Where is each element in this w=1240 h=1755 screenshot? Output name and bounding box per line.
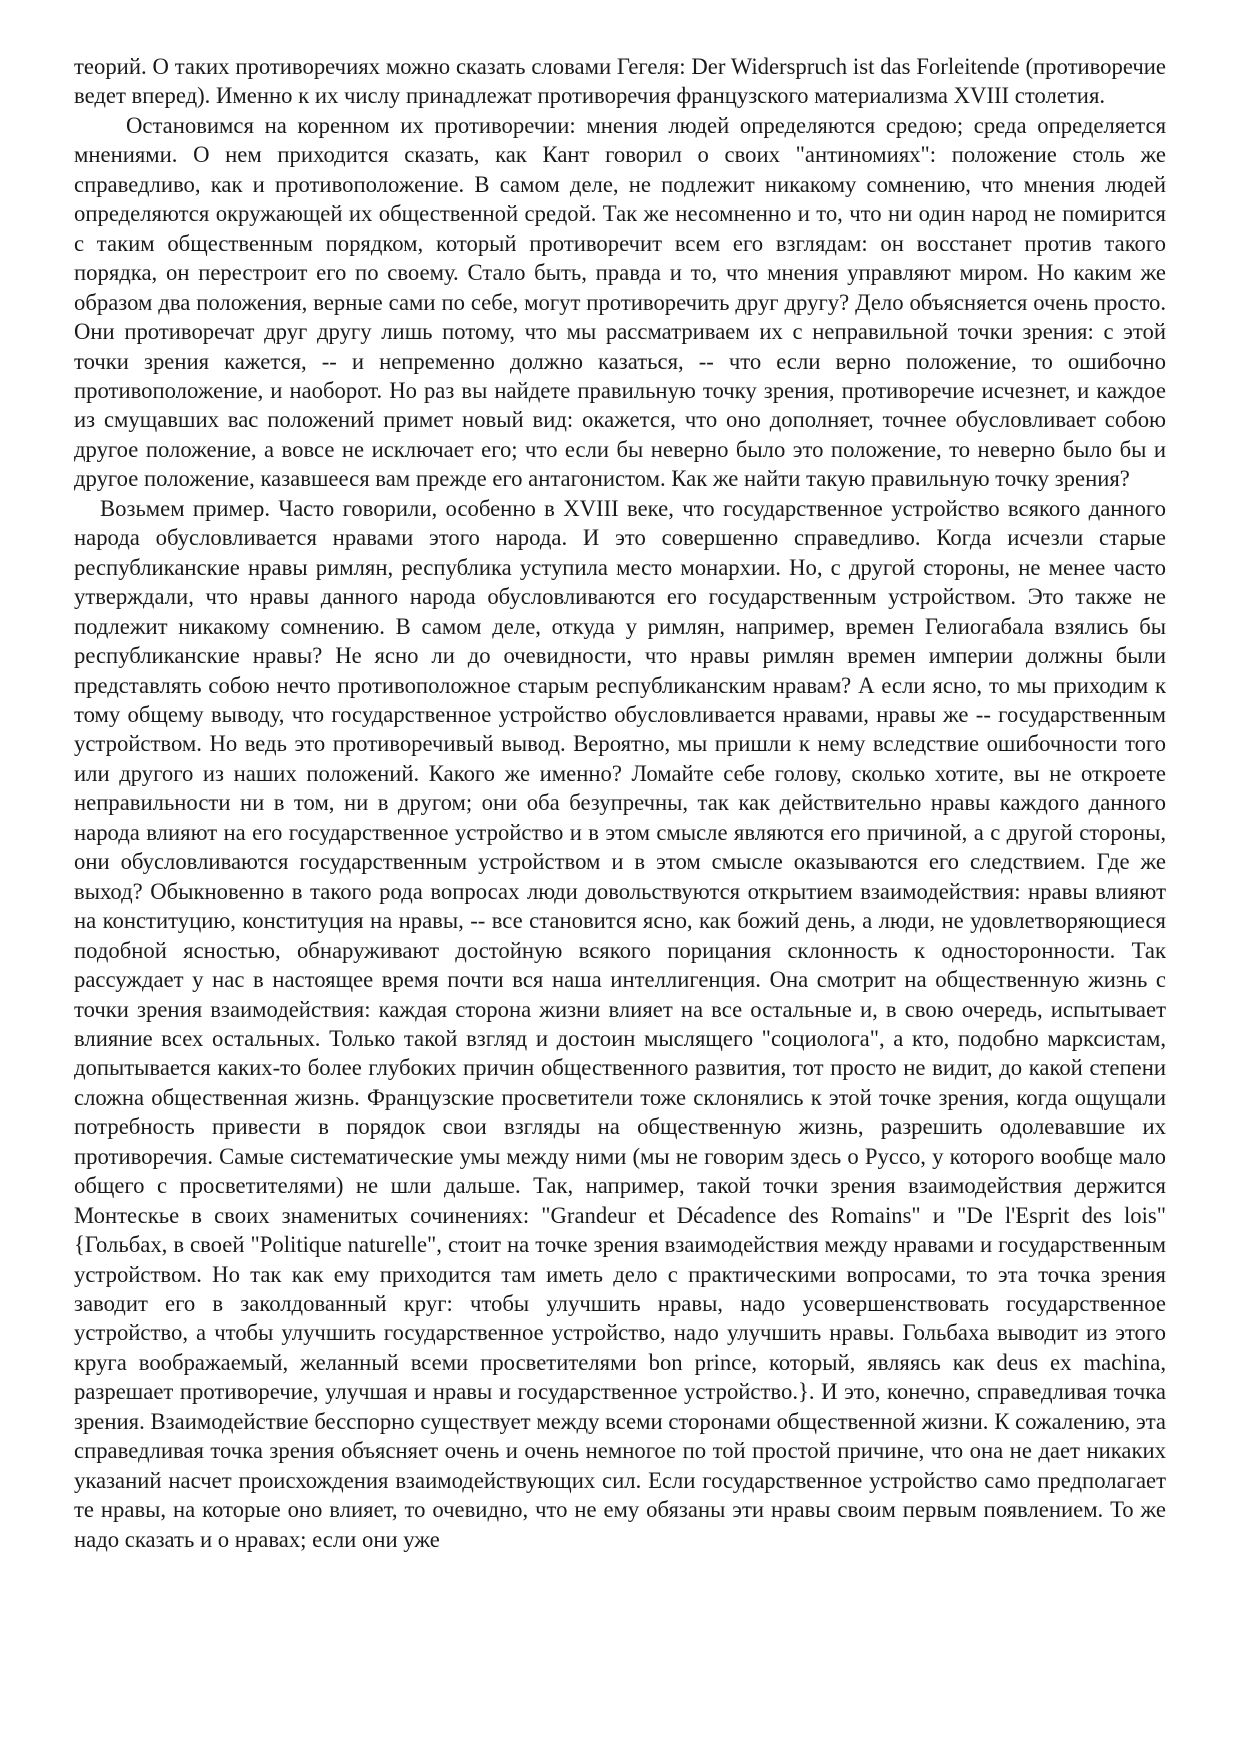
- paragraph-3: Возьмем пример. Часто говорили, особенно в XVIII веке, что государственное устройство всякого данного народа обусловливается нравами этого народа. И это совершенно справедливо. Когда исчезли старые республиканские нравы римлян, республика уступила место монархии. Но, с другой стороны, не менее часто утверждали, что нравы данного народа обусловливаются его государственным устройством. Это также не подлежит никакому сомнению. В самом деле, откуда у римлян, например, времен Гелиогабала взялись бы республиканские нравы? Не ясно ли до очевидности, что нравы римлян времен империи должны были представлять собою нечто противоположное старым республиканским нравам? А если ясно, то мы приходим к тому общему выводу, что государственное устройство обусловливается нравами, нравы же -- государственным устройством. Но ведь это противоречивый вывод. Вероятно, мы пришли к нему вследствие ошибочности того или другого из наших положений. Какого же именно? Ломайте себе голову, сколько хотите, вы не откроете неправильности ни в том, ни в другом; они оба безупречны, так как действительно нравы каждого данного народа влияют на его государственное устройство и в этом смысле являются его причиной, а с другой стороны, они обусловливаются государственным устройством и в этом смысле оказываются его следствием. Где же выход? Обыкновенно в такого рода вопросах люди довольствуются открытием взаимодействия: нравы влияют на конституцию, конституция на нравы, -- все становится ясно, как божий день, а люди, не удовлетворяющиеся подобной ясностью, обнаруживают достойную всякого порицания склонность к односторонности. Так рассуждает у нас в настоящее время почти вся наша интеллигенция. Она смотрит на общественную жизнь с точки зрения взаимодействия: каждая сторона жизни влияет на все остальные и, в свою очередь, испытывает влияние всех остальных. Только такой взгляд и достоин мыслящего "социолога", а кто, подобно марксистам, допытывается каких-то более глубоких причин общественного развития, тот просто не видит, до какой степени сложна общественная жизнь. Французские просветители тоже склонялись к этой точке зрения, когда ощущали потребность привести в порядок свои взгляды на общественную жизнь, разрешить одолевавшие их противоречия. Самые систематические умы между ними (мы не говорим здесь о Руссо, у которого вообще мало общего с просветителями) не шли дальше. Так, например, такой точки зрения взаимодействия держится Монтескье в своих знаменитых сочинениях: "Grandeur et Décadence des Romains" и "De l'Esprit des lois" {Гольбах, в своей "Politique naturelle", стоит на точке зрения взаимодействия между нравами и государственным устройством. Но так как ему приходится там иметь дело с практическими вопросами, то эта точка зрения заводит его в заколдованный круг: чтобы улучшить нравы, надо усовершенствовать государственное устройство, а чтобы улучшить государственное устройство, надо улучшить нравы. Гольбаха выводит из этого круга воображаемый, желанный всеми просветителями bon prince, который, являясь как deus ex machina, разрешает противоречие, улучшая и нравы и государственное устройство.}. И это, конечно, справедливая точка зрения. Взаимодействие бесспорно существует между всеми сторонами общественной жизни. К сожалению, эта справедливая точка зрения объясняет очень и очень немногое по той простой причине, что она не дает никаких указаний насчет происхождения взаимодействующих сил. Если государственное устройство само предполагает те нравы, на которые оно влияет, то очевидно, что не ему обязаны эти нравы своим первым появлением. То же надо сказать и о нравах; если они уже: [74, 495, 1166, 1552]
- paragraph-1: теорий. О таких противоречиях можно сказать словами Гегеля: Der Widerspruch ist das Forleitende (противоречие ведет вперед). Именно к их числу принадлежат противоречия французского материализма XVIII столетия.: [74, 54, 1166, 109]
- paragraph-2: Остановимся на коренном их противоречии: мнения людей определяются средою; среда определяется мнениями. О нем приходится сказать, как Кант говорил о своих "антиномиях": положение столь же справедливо, как и противоположение. В самом деле, не подлежит никакому сомнению, что мнения людей определяются окружающей их общественной средой. Так же несомненно и то, что ни один народ не помирится с таким общественным порядком, который противоречит всем его взглядам: он восстанет против такого порядка, он перестроит его по своему. Стало быть, правда и то, что мнения управляют миром. Но каким же образом два положения, верные сами по себе, могут противоречить друг другу? Дело объясняется очень просто. Они противоречат друг другу лишь потому, что мы рассматриваем их с неправильной точки зрения: с этой точки зрения кажется, -- и непременно должно казаться, -- что если верно положение, то ошибочно противоположение, и наоборот. Но раз вы найдете правильную точку зрения, противоречие исчезнет, и каждое из смущавших вас положений примет новый вид: окажется, что оно дополняет, точнее обусловливает собою другое положение, а вовсе не исключает его; что если бы неверно было это положение, то неверно было бы и другое положение, казавшееся вам прежде его антагонистом. Как же найти такую правильную точку зрения?: [74, 112, 1166, 492]
- document-page: [74, 52, 1166, 1554]
